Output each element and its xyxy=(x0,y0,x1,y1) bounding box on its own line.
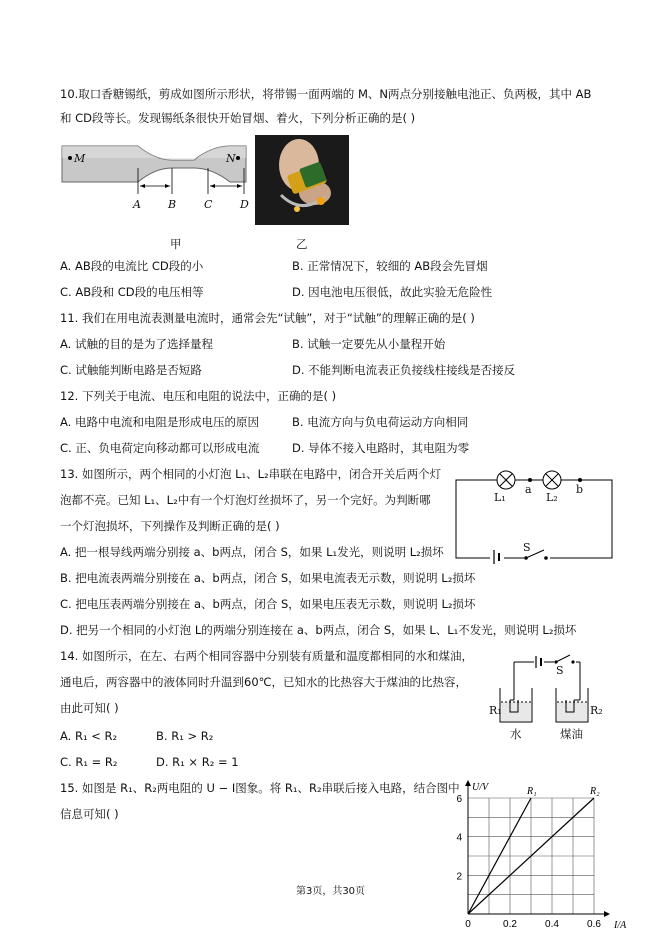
q13-label-S: S xyxy=(523,541,531,554)
y-tick-label: 6 xyxy=(456,794,462,805)
page-footer: 第3页，共30页 xyxy=(295,886,366,897)
q12-option-d[interactable]: D. 导体不接入电路时，其电阻为零 xyxy=(292,441,470,455)
q10-stem-line2: 和 CD段等长。发现锡纸条很快开始冒烟、着火，下列分析正确的是( ) xyxy=(60,111,416,125)
q14-label-S: S xyxy=(556,664,564,677)
q12-option-c[interactable]: C. 正、负电荷定向移动都可以形成电流 xyxy=(60,441,260,455)
x-tick-label: 0.2 xyxy=(503,919,517,930)
series-label-2: R₂ xyxy=(590,786,600,797)
series-label-1: R₁ xyxy=(527,786,537,797)
caption-jia: 甲 xyxy=(170,237,182,251)
q13-circuit-diagram xyxy=(450,464,620,564)
q11-option-c[interactable]: C. 试触能判断电路是否短路 xyxy=(60,363,202,377)
q13-stem-line2: 泡都不亮。已知 L₁、L₂中有一个灯泡灯丝损坏了，另一个完好。为判断哪 xyxy=(60,493,431,507)
x-tick-label: 0.4 xyxy=(545,919,559,930)
label-M: M xyxy=(74,152,86,165)
q13-option-b[interactable]: B. 把电流表两端分别接在 a、b两点，闭合 S，如果电流表无示数，则说明 L₂损坏 xyxy=(60,571,476,585)
q15-stem-line1: 15. 如图是 R₁、R₂两电阻的 U − I图象。将 R₁、R₂串联后接入电路，结合图中 xyxy=(60,781,460,795)
label-A: A xyxy=(133,198,141,211)
label-D: D xyxy=(240,198,249,211)
q14-label-R1: R₁ xyxy=(489,704,502,717)
label-C: C xyxy=(204,198,213,211)
q10-option-c[interactable]: C. AB段和 CD段的电压相等 xyxy=(60,285,204,299)
label-B: B xyxy=(168,198,177,211)
q13-label-L2: L₂ xyxy=(546,491,558,504)
q11-stem: 11. 我们在用电流表测量电流时，通常会先“试触”，对于“试触”的理解正确的是( ) xyxy=(60,311,475,325)
q11-option-d[interactable]: D. 不能判断电流表正负接线柱接线是否接反 xyxy=(292,363,516,377)
q14-stem-line2: 通电后，两容器中的液体同时升温到60℃，已知水的比热容大于煤油的比热容， xyxy=(60,675,468,689)
q13-option-c[interactable]: C. 把电压表两端分别接在 a、b两点，闭合 S，如果电压表无示数，则说明 L₂损坏 xyxy=(60,597,476,611)
q14-option-b[interactable]: B. R₁ > R₂ xyxy=(156,729,214,743)
q13-label-b: b xyxy=(576,483,584,496)
y-tick-label: 4 xyxy=(456,832,462,844)
battery-photo xyxy=(255,135,349,225)
q10-stem-line1: 10.取口香糖锡纸，剪成如图所示形状，将带锡一面两端的 M、N两点分别接触电池正、负两极，其中 AB xyxy=(60,87,592,101)
x-axis-arrow xyxy=(604,911,610,917)
q15-stem-line2: 信息可知( ) xyxy=(60,807,119,821)
u-i-chart xyxy=(444,780,627,931)
q11-option-b[interactable]: B. 试触一定要先从小量程开始 xyxy=(292,337,446,351)
q14-option-d[interactable]: D. R₁ × R₂ = 1 xyxy=(156,755,239,769)
q13-stem-line1: 13. 如图所示，两个相同的小灯泡 L₁、L₂串联在电路中，闭合开关后两个灯 xyxy=(60,467,442,481)
q10-option-a[interactable]: A. AB段的电流比 CD段的小 xyxy=(60,259,204,273)
q13-option-a[interactable]: A. 把一根导线两端分别接 a、b两点，闭合 S，如果 L₁发光，则说明 L₂损坏 xyxy=(60,545,444,559)
q11-option-a[interactable]: A. 试触的目的是为了选择量程 xyxy=(60,337,213,351)
q14-label-water: 水 xyxy=(510,727,522,741)
q12-option-b[interactable]: B. 电流方向与负电荷运动方向相同 xyxy=(292,415,469,429)
caption-yi: 乙 xyxy=(296,237,308,251)
y-axis-label: U/V xyxy=(472,782,489,793)
q14-heating-apparatus xyxy=(484,648,604,738)
q13-label-a: a xyxy=(525,483,532,496)
q14-stem-line3: 由此可知( ) xyxy=(60,701,119,715)
q14-option-c[interactable]: C. R₁ = R₂ xyxy=(60,755,118,769)
tin-foil-figure xyxy=(60,138,260,216)
q12-stem: 12. 下列关于电流、电压和电阻的说法中，正确的是( ) xyxy=(60,389,337,403)
q13-label-L1: L₁ xyxy=(494,491,506,504)
q13-stem-line3: 一个灯泡损坏，下列操作及判断正确的是( ) xyxy=(60,519,280,533)
q13-option-d[interactable]: D. 把另一个相同的小灯泡 L的两端分别连接在 a、b两点，闭合 S，如果 L、L₁不发光，则说明 L₂损坏 xyxy=(60,623,577,637)
q14-label-oil: 煤油 xyxy=(560,727,583,741)
x-axis-label: I/A xyxy=(614,920,627,931)
x-tick-label: 0 xyxy=(465,919,471,930)
q10-option-b[interactable]: B. 正常情况下，较细的 AB段会先冒烟 xyxy=(292,259,488,273)
q14-option-a[interactable]: A. R₁ < R₂ xyxy=(60,729,118,743)
q14-label-R2: R₂ xyxy=(590,704,603,717)
x-tick-label: 0.6 xyxy=(587,919,601,930)
q14-stem-line1: 14. 如图所示，在左、右两个相同容器中分别装有质量和温度都相同的水和煤油， xyxy=(60,649,473,663)
q10-option-d[interactable]: D. 因电池电压很低，故此实验无危险性 xyxy=(292,285,493,299)
y-axis-arrow xyxy=(465,780,471,786)
label-N: N xyxy=(226,152,236,165)
q12-option-a[interactable]: A. 电路中电流和电阻是形成电压的原因 xyxy=(60,415,259,429)
y-tick-label: 2 xyxy=(456,871,462,883)
